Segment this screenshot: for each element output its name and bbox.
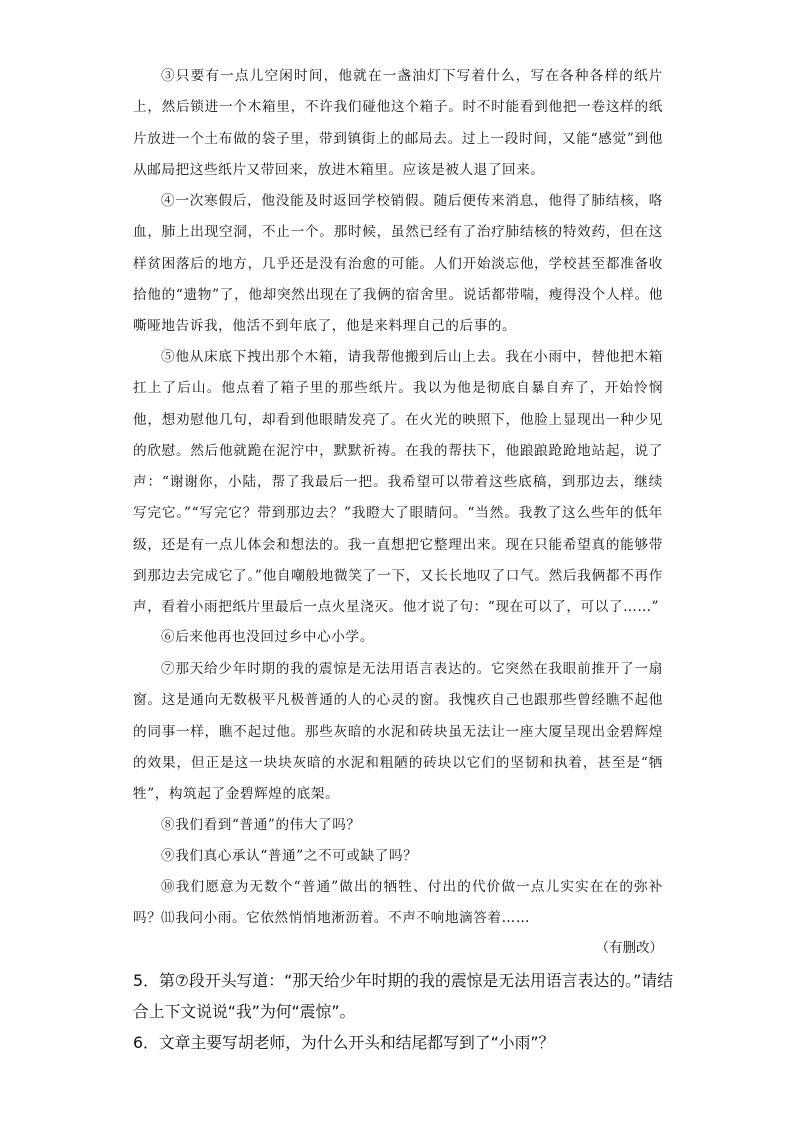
paragraph-5: ⑤他从床底下拽出那个木箱，请我帮他搬到后山上去。我在小雨中，替他把木箱扛上了后山。他点着了箱子里的那些纸片。我以为他是彻底自暴自弃了，开始怜悯他，想劝慰他几句，却看到他眼睛发亮了。在火光的映照下，他脸上显现出一种少见的欣慰。然后他就跪在泥泞中，默默祈祷。在我的帮扶下，他踉踉跄跄地站起，说了声：“谢谢你，小陆，帮了我最后一把。我希望可以带着这些底稿，到那边去，继续写完它。”“写完它？带到那边去？”我瞪大了眼睛问。“当然。我教了这么些年的低年级，还是有一点儿体会和想法的。我一直想把它整理出来。现在只能希望真的能够带到那边去完成它了。”他自嘲般地微笑了一下，又长长地叹了口气。然后我俩都不再作声，看着小雨把纸片里最后一点火星浇灭。他才说了句：“现在可以了，可以了……” bbox=[133, 349, 663, 616]
paragraph-3: ③只要有一点儿空闲时间，他就在一盏油灯下写着什么，写在各种各样的纸片上，然后锁进一个木箱里，不许我们碰他这个箱子。时不时能看到他把一卷这样的纸片放进一个土布做的袋子里，带到镇街上的邮局去。过上一段时间，又能“感觉”到他从邮局把这些纸片又带回来，放进木箱里。应该是被人退了回来。 bbox=[133, 68, 663, 178]
question-5: 5．第⑦段开头写道：“那天给少年时期的我的震惊是无法用语言表达的。”请结合上下文说说“我”为何“震惊”。 bbox=[133, 971, 673, 1021]
source-note: （有删改） bbox=[595, 940, 663, 956]
paragraph-6: ⑥后来他再也没回过乡中心小学。 bbox=[161, 629, 374, 645]
paragraph-10: ⑩我们愿意为无数个“普通”做出的牺牲、付出的代价做一点儿实实在在的弥补吗？ bbox=[133, 879, 663, 927]
paragraph-8: ⑧我们看到“普通”的伟大了吗？ bbox=[161, 817, 361, 833]
paragraph-7: ⑦那天给少年时期的我的震惊是无法用语言表达的。它突然在我眼前推开了一扇窗。这是通向无数极平凡极普通的人的心灵的窗。我愧疚自己也跟那些曾经瞧不起他的同事一样，瞧不起过他。那些灰暗的水泥和砖块虽无法让一座大厦呈现出金碧辉煌的效果，但正是这一块块灰暗的水泥和粗陋的砖块以它们的坚韧和执着，甚至是“牺牲”，构筑起了金碧辉煌的底架。 bbox=[133, 661, 663, 803]
question-6: 6．文章主要写胡老师，为什么开头和结尾都写到了“小雨”？ bbox=[133, 1033, 555, 1052]
paragraph-11: ⑾我问小雨。它依然悄悄地淅沥着。不声不响地滴答着…… bbox=[161, 910, 531, 926]
paragraph-9: ⑨我们真心承认“普通”之不可或缺了吗？ bbox=[161, 848, 418, 864]
paragraph-4: ④一次寒假后，他没能及时返回学校销假。随后便传来消息，他得了肺结核，咯血，肺上出现空洞，不止一个。那时候，虽然已经有了治疗肺结核的特效药，但在这样贫困落后的地方，几乎还是没有治愈的可能。人们开始淡忘他，学校甚至都准备收拾他的“遗物”了，他却突然出现在了我俩的宿舍里。说话都带喘，瘦得没个人样。他嘶哑地告诉我，他活不到年底了，他是来料理自己的后事的。 bbox=[133, 193, 663, 335]
